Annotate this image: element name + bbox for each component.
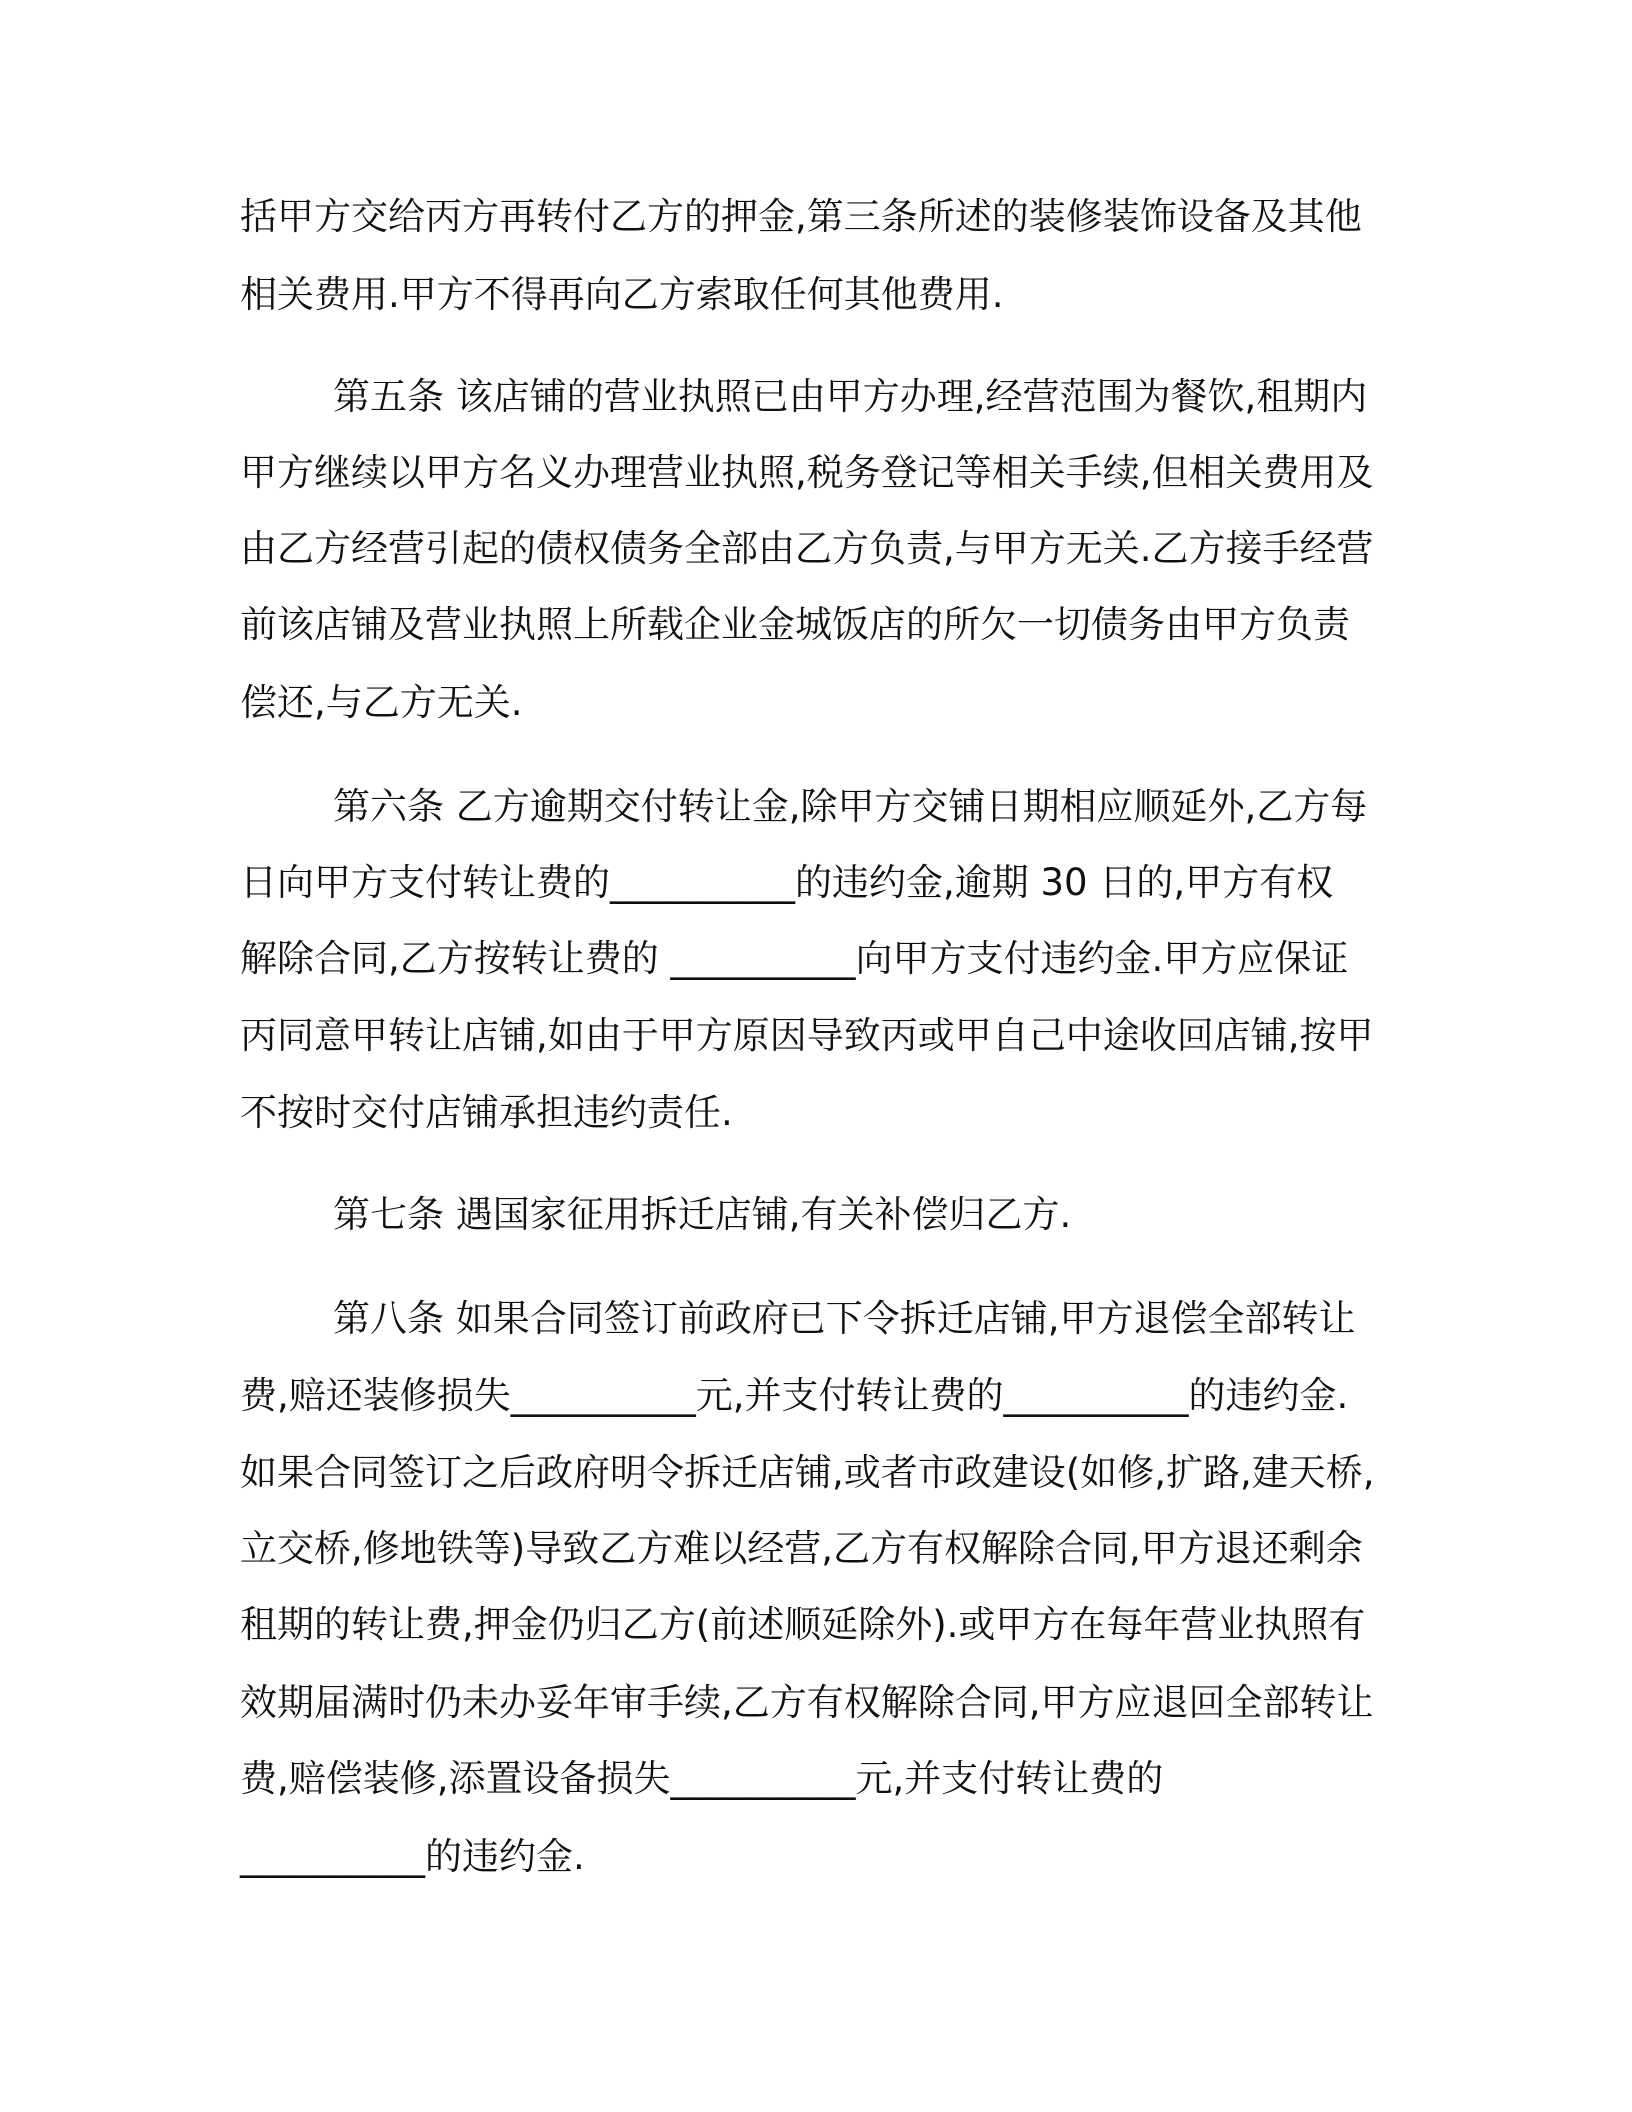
- paragraph-line: 日向甲方支付转让费的__________的违约金,逾期 30 日的,甲方有权: [240, 861, 1334, 904]
- paragraph-line: 相关费用.甲方不得再向乙方索取任何其他费用.: [240, 273, 1004, 316]
- paragraph-line: 括甲方交给丙方再转付乙方的押金,第三条所述的装修装饰设备及其他: [240, 195, 1362, 238]
- paragraph-line: 立交桥,修地铁等)导致乙方难以经营,乙方有权解除合同,甲方退还剩余: [240, 1527, 1363, 1570]
- paragraph-line: 前该店铺及营业执照上所载企业金城饭店的所欠一切债务由甲方负责: [240, 603, 1350, 646]
- paragraph-line: 偿还,与乙方无关.: [240, 681, 523, 724]
- paragraph-line: 如果合同签订之后政府明令拆迁店铺,或者市政建设(如修,扩路,建天桥,: [240, 1451, 1375, 1494]
- article-8-heading-line: 第八条 如果合同签订前政府已下令拆迁店铺,甲方退偿全部转让: [333, 1297, 1356, 1340]
- article-5-heading-line: 第五条 该店铺的营业执照已由甲方办理,经营范围为餐饮,租期内: [333, 375, 1368, 418]
- paragraph-line: 租期的转让费,押金仍归乙方(前述顺延除外).或甲方在每年营业执照有: [240, 1603, 1366, 1646]
- paragraph-line: 甲方继续以甲方名义办理营业执照,税务登记等相关手续,但相关费用及: [240, 451, 1374, 494]
- paragraph-line: 效期届满时仍未办妥年审手续,乙方有权解除合同,甲方应退回全部转让: [240, 1681, 1374, 1724]
- paragraph-line: 解除合同,乙方按转让费的 __________向甲方支付违约金.甲方应保证: [240, 937, 1349, 980]
- paragraph-line: 不按时交付店铺承担违约责任.: [240, 1091, 733, 1134]
- paragraph-line: 由乙方经营引起的债权债务全部由乙方负责,与甲方无关.乙方接手经营: [240, 527, 1374, 570]
- paragraph-line: 丙同意甲转让店铺,如由于甲方原因导致丙或甲自己中途收回店铺,按甲: [240, 1014, 1374, 1057]
- paragraph-line: 费,赔还装修损失__________元,并支付转让费的__________的违约金.: [240, 1374, 1349, 1417]
- paragraph-line: 费,赔偿装修,添置设备损失__________元,并支付转让费的: [240, 1757, 1164, 1800]
- article-6-heading-line: 第六条 乙方逾期交付转让金,除甲方交铺日期相应顺延外,乙方每: [333, 785, 1368, 828]
- paragraph-line: __________的违约金.: [240, 1835, 585, 1878]
- article-7-heading-line: 第七条 遇国家征用拆迁店铺,有关补偿归乙方.: [333, 1193, 1072, 1236]
